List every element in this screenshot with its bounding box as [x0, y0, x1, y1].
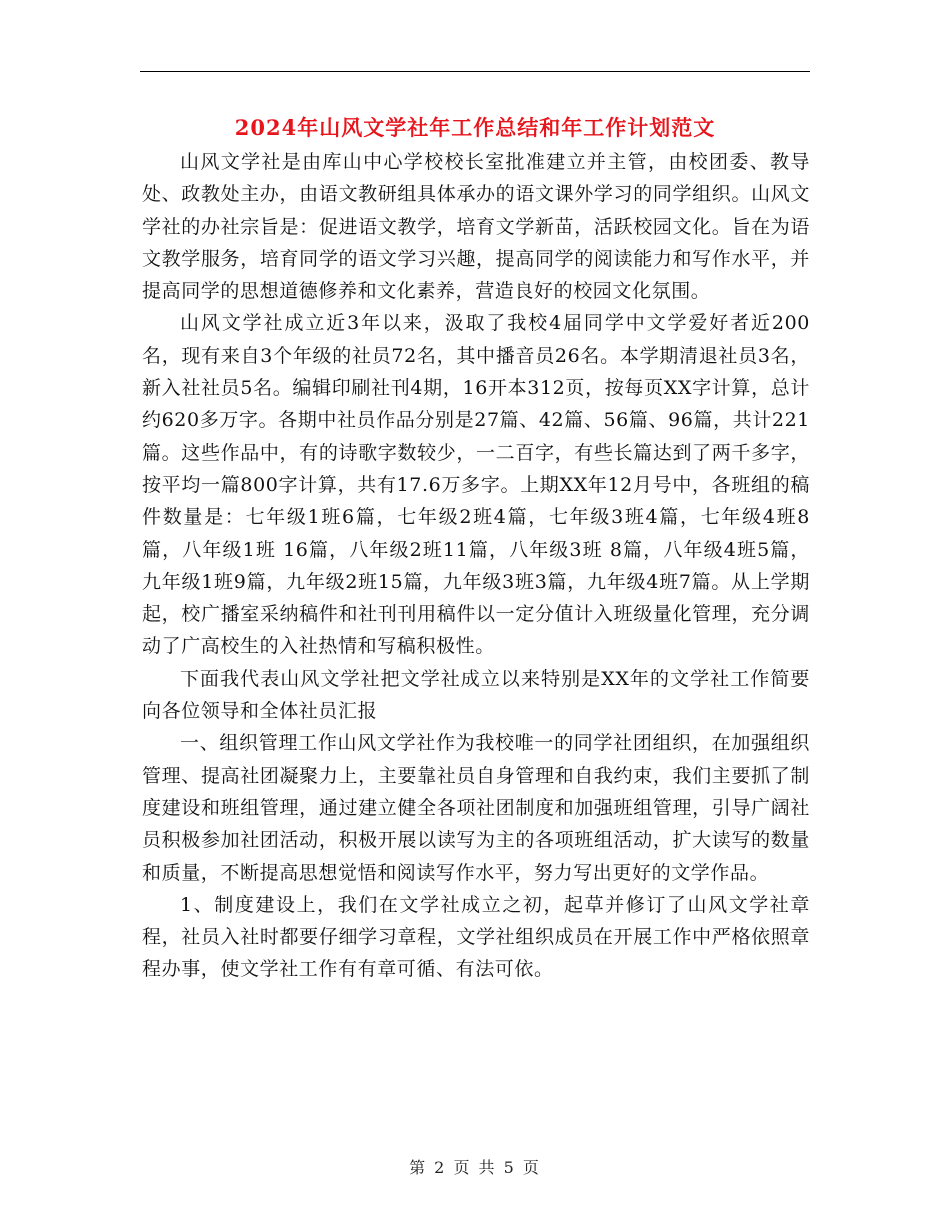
paragraph-organization: 一、组织管理工作山风文学社作为我校唯一的同学社团组织，在加强组织管理、提高社团凝聚力上，主要靠社员自身管理和自我约束，我们主要抓了制度建设和班组管理，通过建立健全各项社团制度和加强班组管理，引导广阔社员积极参加社团活动，积极开展以读写为主的各项班组活动，扩大读写的数量和质量，不断提高思想觉悟和阅读写作水平，努力写出更好的文学作品。	[142, 732, 810, 884]
header-rule	[140, 71, 810, 72]
document-title: 2024年山风文学社年工作总结和年工作计划范文	[234, 115, 716, 140]
paragraph-report-intro: 下面我代表山风文学社把文学社成立以来特别是XX年的文学社工作简要向各位领导和全体社员汇报	[142, 667, 810, 723]
page-number: 第 2 页 共 5 页	[409, 1158, 541, 1177]
paragraph-intro: 山风文学社是由库山中心学校校长室批准建立并主管，由校团委、教导处、政教处主办，由语文教研组具体承办的语文课外学习的同学组织。山风文学社的办社宗旨是：促进语文教学，培育文学新苗，活跃校园文化。旨在为语文教学服务，培育同学的语文学习兴趣，提高同学的阅读能力和写作水平，并提高同学的思想道德修养和文化素养，营造良好的校园文化氛围。	[142, 151, 810, 303]
paragraph-rules: 1、制度建设上，我们在文学社成立之初，起草并修订了山风文学社章程，社员入社时都要仔细学习章程，文学社组织成员在开展工作中严格依照章程办事，使文学社工作有有章可循、有法可依。	[142, 893, 810, 981]
paragraph-statistics: 山风文学社成立近3年以来，汲取了我校4届同学中文学爱好者近200名，现有来自3个年级的社员72名，其中播音员26名。本学期清退社员3名，新入社社员5名。编辑印刷社刊4期，16开本312页，按每页XX字计算，总计约620多万字。各期中社员作品分别是27篇、42篇、56篇、96篇，共计221篇。这些作品中，有的诗歌字数较少，一二百字，有些长篇达到了两千多字，按平均一篇800字计算，共有17.6万多字。上期XX年12月号中，各班组的稿件数量是：七年级1班6篇，七年级2班4篇，七年级3班4篇，七年级4班8篇，八年级1班 16篇，八年级2班11篇，八年级3班 8篇，八年级4班5篇，九年级1班9篇，九年级2班15篇，九年级3班3篇，九年级4班7篇。从上学期起，校广播室采纳稿件和社刊刊用稿件以一定分值计入班级量化管理，充分调动了广高校生的入社热情和写稿积极性。	[142, 312, 810, 658]
document-body	[142, 146, 810, 986]
